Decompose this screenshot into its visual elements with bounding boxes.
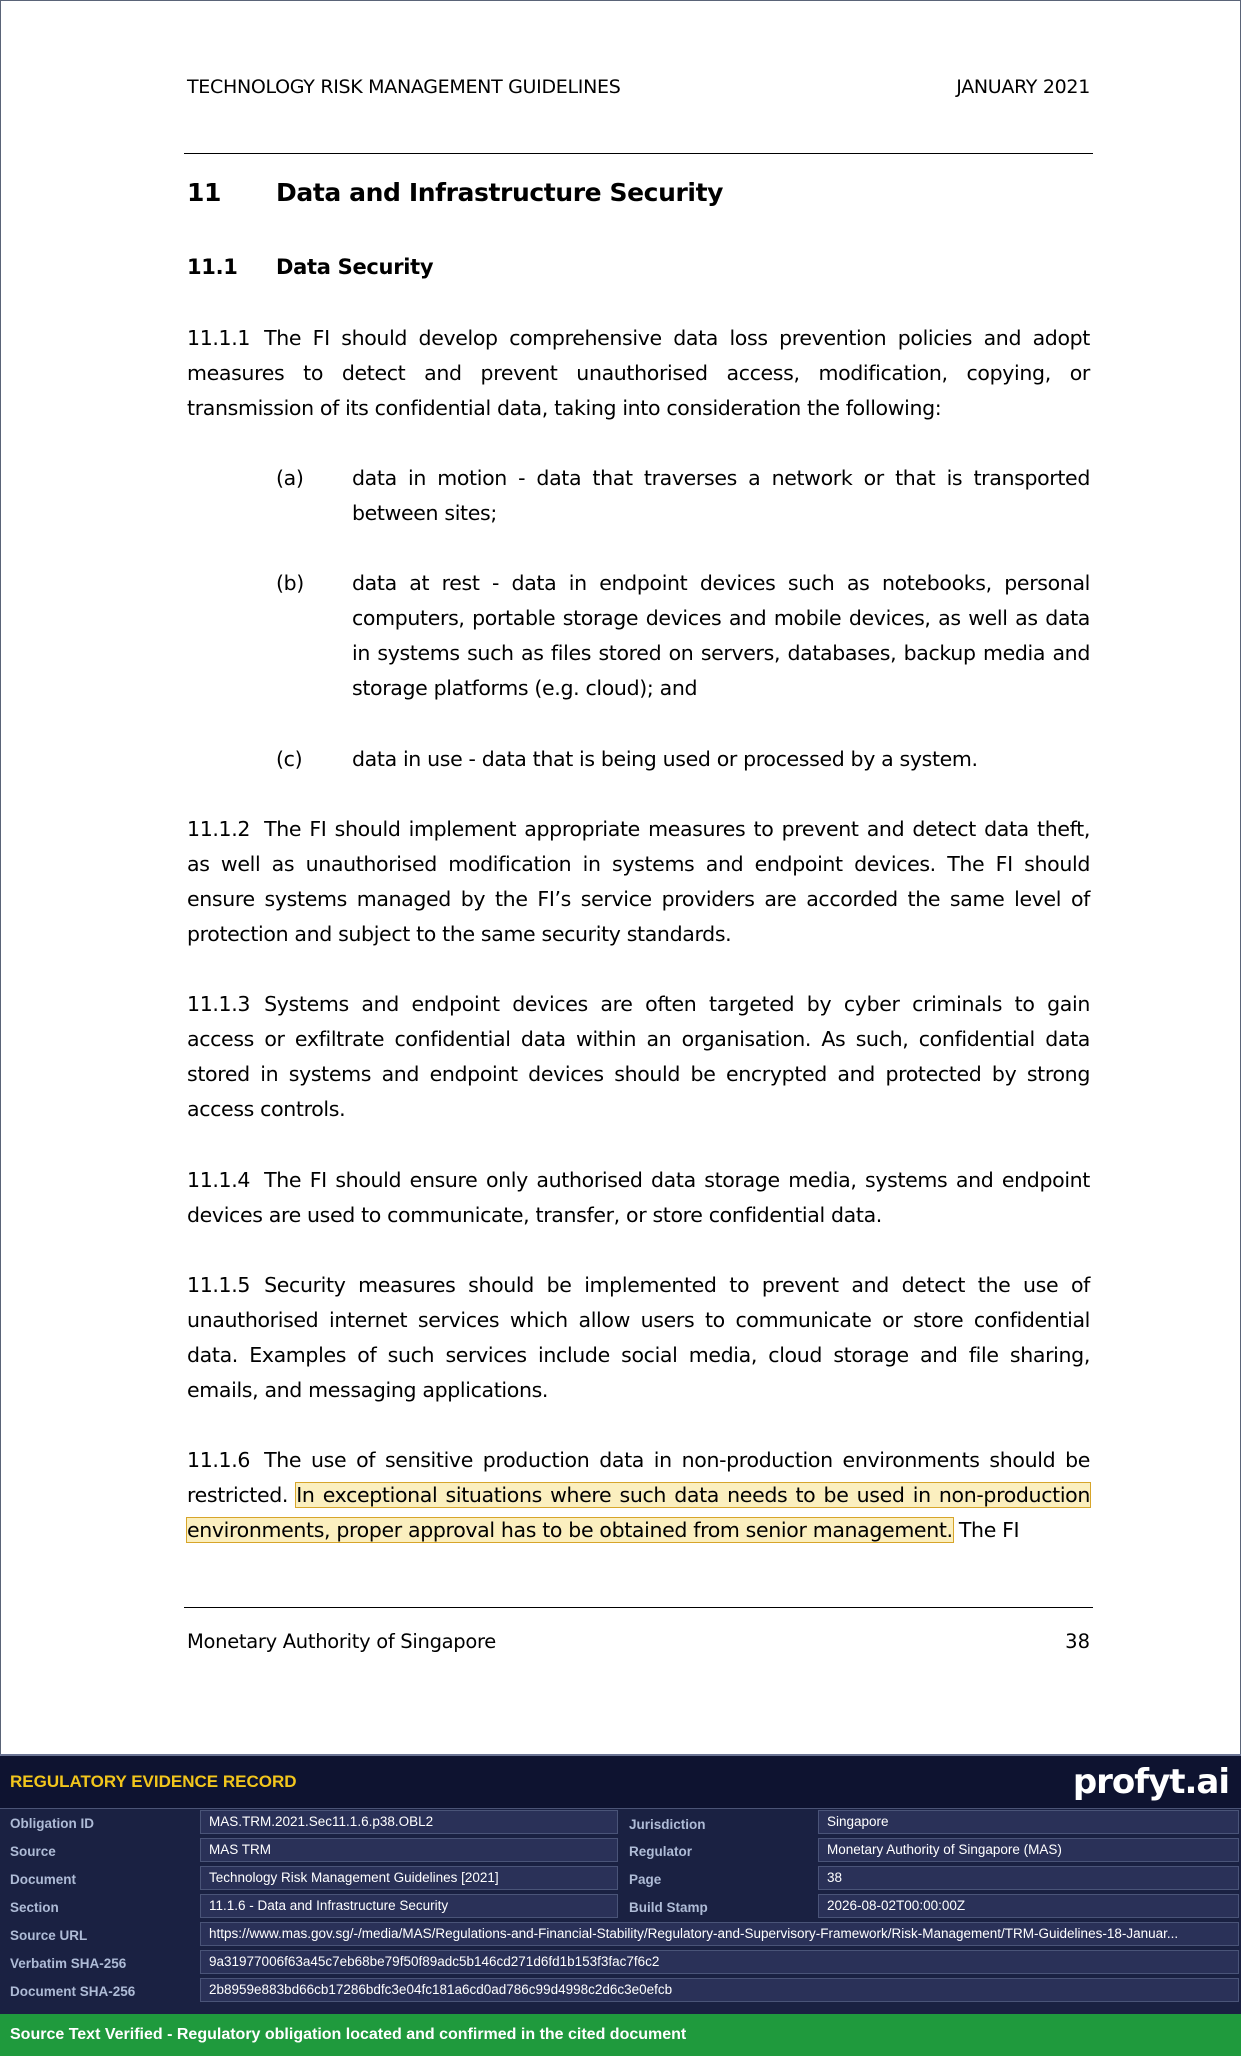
evidence-panel — [0, 1754, 1241, 2016]
paragraph-11-1-3 — [187, 987, 1090, 1127]
paragraph-11-1-2 — [187, 812, 1090, 952]
paragraph-number: 11.1.3 — [187, 992, 251, 1016]
list-item — [276, 566, 1090, 706]
paragraph-text: The FI — [958, 1518, 1020, 1542]
footer-organisation: Monetary Authority of Singapore — [187, 1630, 496, 1653]
section-value: 11.1.6 - Data and Infrastructure Security — [200, 1894, 618, 1918]
paragraph-11-1-1 — [187, 321, 1090, 426]
document-label: Document — [10, 1872, 77, 1887]
paragraph-number: 11.1.4 — [187, 1168, 251, 1192]
list-text: data in use - data that is being used or processed by a system. — [352, 747, 978, 771]
list-label: (c) — [276, 747, 303, 771]
running-header-date: JANUARY 2021 — [956, 76, 1090, 98]
list-item — [276, 742, 1090, 777]
paragraph-11-1-6 — [187, 1443, 1090, 1548]
evidence-panel-title: REGULATORY EVIDENCE RECORD — [10, 1772, 297, 1791]
document-sha-label: Document SHA-256 — [10, 1984, 136, 1999]
paragraph-number: 11.1.1 — [187, 326, 251, 350]
verbatim-sha-value: 9a31977006f63a45c7eb68be79f50f89adc5b146cd271d6fd1b153f3fac7f6c2 — [200, 1950, 1239, 1974]
paragraph-text: Security measures should be implemented to prevent and detect the use of unauthorised internet services which allow users to communicate or store confidential data. Examples of such services include social media, cloud storage and file sharing, emails, and messaging applications. — [187, 1273, 1090, 1402]
source-url-value[interactable]: https://www.mas.gov.sg/-/media/MAS/Regulations-and-Financial-Stability/Regulatory-and-Supervisory-Framework/Risk-Management/TRM-Guidelines-18-Januar... — [200, 1922, 1239, 1946]
jurisdiction-value: Singapore — [818, 1810, 1239, 1834]
document-sha-value: 2b8959e883bd66cb17286bdfc3e04fc181a6cd0ad786c99d4998c2d6c3e0efcb — [200, 1978, 1239, 2002]
section-heading — [187, 178, 723, 207]
footer-rule — [184, 1607, 1093, 1608]
obligation-id-value: MAS.TRM.2021.Sec11.1.6.p38.OBL2 — [200, 1810, 618, 1834]
subsection-heading — [187, 255, 433, 279]
profytai-logo: profyt.ai — [1072, 1762, 1229, 1802]
paragraph-11-1-5 — [187, 1268, 1090, 1408]
build-stamp-label: Build Stamp — [629, 1900, 708, 1915]
page-label: Page — [629, 1872, 662, 1887]
paragraph-number: 11.1.2 — [187, 817, 251, 841]
paragraph-text: The use of sensitive production data in non-production environments should be restricted. — [187, 1448, 1090, 1507]
paragraph-text: Systems and endpoint devices are often targeted by cyber criminals to gain access or exfiltrate confidential data within an organisation. As such, confidential data stored in systems and endpoint devices should be encrypted and protected by strong access controls. — [187, 992, 1090, 1121]
subsection-number: 11.1 — [187, 255, 238, 279]
section-label: Section — [10, 1900, 59, 1915]
highlighted-obligation-text: In exceptional situations where such data needs to be used in non-production environments, proper approval has to be obtained from senior management. — [187, 1483, 1090, 1542]
paragraph-text: The FI should implement appropriate measures to prevent and detect data theft, as well as unauthorised modification in systems and endpoint devices. The FI should ensure systems managed by the FI’s service providers are accorded the same level of protection and subject to the same security standards. — [187, 817, 1090, 946]
jurisdiction-label: Jurisdiction — [629, 1817, 706, 1832]
list-label: (a) — [276, 466, 304, 490]
evidence-panel-header — [0, 1756, 1241, 1809]
source-label: Source — [10, 1844, 56, 1859]
section-number: 11 — [187, 178, 221, 207]
list-text: data at rest - data in endpoint devices such as notebooks, personal computers, portable storage devices and mobile devices, as well as data in systems such as files stored on servers, databases, backup media and storage platforms (e.g. cloud); and — [352, 571, 1090, 700]
running-header-title: TECHNOLOGY RISK MANAGEMENT GUIDELINES — [187, 76, 621, 98]
list-text: data in motion - data that traverses a network or that is transported between sites; — [352, 466, 1090, 525]
subsection-title: Data Security — [276, 255, 434, 279]
paragraph-text: The FI should ensure only authorised data storage media, systems and endpoint devices are used to communicate, transfer, or store confidential data. — [187, 1168, 1090, 1227]
page-number: 38 — [1065, 1630, 1090, 1653]
source-value: MAS TRM — [200, 1838, 618, 1862]
section-title: Data and Infrastructure Security — [276, 178, 724, 207]
header-rule — [184, 153, 1093, 154]
page-value: 38 — [818, 1866, 1239, 1890]
build-stamp-value: 2026-08-02T00:00:00Z — [818, 1894, 1239, 1918]
source-url-label: Source URL — [10, 1928, 88, 1943]
list-item — [276, 461, 1090, 531]
regulator-label: Regulator — [629, 1844, 693, 1859]
paragraph-text: The FI should develop comprehensive data loss prevention policies and adopt measures to detect and prevent unauthorised access, modification, copying, or transmission of its confidential data, taking into consideration the following: — [187, 326, 1090, 420]
verification-status-bar: Source Text Verified - Regulatory obligation located and confirmed in the cited document — [0, 2014, 1241, 2056]
regulator-value: Monetary Authority of Singapore (MAS) — [818, 1838, 1239, 1862]
list-label: (b) — [276, 571, 304, 595]
verbatim-sha-label: Verbatim SHA-256 — [10, 1956, 127, 1971]
paragraph-number: 11.1.5 — [187, 1273, 251, 1297]
paragraph-11-1-4 — [187, 1163, 1090, 1233]
paragraph-number: 11.1.6 — [187, 1448, 251, 1472]
obligation-id-label: Obligation ID — [10, 1816, 94, 1831]
document-value: Technology Risk Management Guidelines [2021] — [200, 1866, 618, 1890]
